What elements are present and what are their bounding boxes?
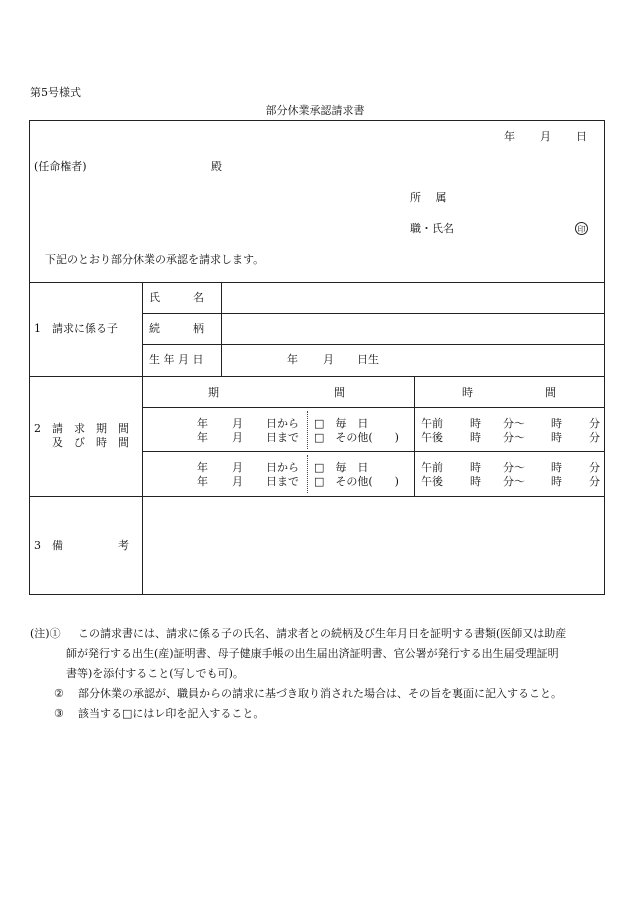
section2-label-line1: 2 請 求 期 間 xyxy=(34,422,129,435)
p2-daily-checkbox[interactable]: □ 毎 日 xyxy=(314,461,369,474)
dotted-divider-1 xyxy=(307,411,308,449)
form-number: 第5号様式 xyxy=(30,86,81,99)
p2-until-day: 日まで xyxy=(266,475,299,488)
note1-line2: 師が発行する出生(産)証明書、母子健康手帳の出生届出済証明書、官公署が発行する出生届受理証明 xyxy=(66,647,559,660)
form-frame xyxy=(29,120,605,595)
period-header-1: 期 xyxy=(208,386,219,399)
t1-pm-minto: 分～ xyxy=(503,431,525,444)
p1-until-month: 月 xyxy=(232,431,243,444)
p2-from-year: 年 xyxy=(197,461,208,474)
t1-pm: 午後 xyxy=(421,431,443,444)
time-header-2: 間 xyxy=(545,386,556,399)
date-year: 年 xyxy=(504,130,515,143)
t1-am: 午前 xyxy=(421,417,443,430)
date-day: 日 xyxy=(576,130,587,143)
note3-text: 該当する□にはレ印を記入すること。 xyxy=(78,707,265,720)
appointer-label: (任命権者) xyxy=(34,160,87,173)
t1-am-hour: 時 xyxy=(470,417,481,430)
child-name-label: 氏 名 xyxy=(149,291,204,304)
t1-am-min: 分 xyxy=(589,417,600,430)
divider-child-2 xyxy=(142,344,605,345)
divider-period-time xyxy=(414,376,415,496)
p2-from-day: 日から xyxy=(266,461,299,474)
divider-child-label xyxy=(221,282,222,376)
p1-from-month: 月 xyxy=(232,417,243,430)
p2-from-month: 月 xyxy=(232,461,243,474)
divider-child-1 xyxy=(142,313,605,314)
p1-daily-checkbox[interactable]: □ 毎 日 xyxy=(314,417,369,430)
t2-pm-hour: 時 xyxy=(470,475,481,488)
period-header-2: 間 xyxy=(334,386,345,399)
divider-period-head xyxy=(142,407,605,408)
p1-until-year: 年 xyxy=(197,431,208,444)
page-title: 部分休業承認請求書 xyxy=(265,104,365,117)
note1-line1: この請求書には、請求に係る子の氏名、請求者との続柄及び生年月日を証明する書類(医師又は助産 xyxy=(78,627,567,640)
note2-mark: ② xyxy=(54,687,64,700)
section2-label-line2: 及 び 時 間 xyxy=(52,436,129,449)
divider-label-column xyxy=(142,282,143,595)
section1-label: 1 請求に係る子 xyxy=(34,322,118,335)
note1-mark: (注)① xyxy=(30,627,61,640)
time-header-1: 時 xyxy=(462,386,473,399)
honorific: 殿 xyxy=(211,160,222,173)
t2-am-hour2: 時 xyxy=(551,461,562,474)
t2-pm-minto: 分～ xyxy=(503,475,525,488)
intro-text: 下記のとおり部分休業の承認を請求します。 xyxy=(45,253,265,266)
note1-line3: 書等)を添付すること(写しでも可)。 xyxy=(66,667,244,680)
p2-other-checkbox[interactable]: □ その他( ) xyxy=(314,475,399,488)
note2-text: 部分休業の承認が、職員からの請求に基づき取り消された場合は、その旨を裏面に記入すること。 xyxy=(78,687,562,700)
p1-until-day: 日まで xyxy=(266,431,299,444)
p1-from-day: 日から xyxy=(266,417,299,430)
section3-label: 3 備 考 xyxy=(34,539,129,552)
t2-pm: 午後 xyxy=(421,475,443,488)
t2-am: 午前 xyxy=(421,461,443,474)
p1-from-year: 年 xyxy=(197,417,208,430)
divider-period-rows xyxy=(142,451,605,452)
divider-header xyxy=(29,282,605,283)
child-dob-label: 生 年 月 日 xyxy=(149,353,204,366)
dob-year: 年 xyxy=(287,353,298,366)
t1-am-minto: 分～ xyxy=(503,417,525,430)
t2-am-hour: 時 xyxy=(470,461,481,474)
divider-section2 xyxy=(29,496,605,497)
affiliation-label: 所 属 xyxy=(410,191,447,204)
child-relation-label: 続 柄 xyxy=(149,322,204,335)
dotted-divider-2 xyxy=(307,455,308,493)
name-label: 職・氏名 xyxy=(410,222,454,235)
t1-pm-min: 分 xyxy=(589,431,600,444)
date-month: 月 xyxy=(540,130,551,143)
t2-pm-min: 分 xyxy=(589,475,600,488)
t2-am-min: 分 xyxy=(589,461,600,474)
t1-pm-hour: 時 xyxy=(470,431,481,444)
t2-am-minto: 分～ xyxy=(503,461,525,474)
dob-day: 日生 xyxy=(357,353,379,366)
divider-section1 xyxy=(29,376,605,377)
dob-month: 月 xyxy=(323,353,334,366)
t1-pm-hour2: 時 xyxy=(551,431,562,444)
seal-mark: 印 xyxy=(575,222,588,235)
t1-am-hour2: 時 xyxy=(551,417,562,430)
t2-pm-hour2: 時 xyxy=(551,475,562,488)
p2-until-month: 月 xyxy=(232,475,243,488)
note3-mark: ③ xyxy=(54,707,64,720)
p2-until-year: 年 xyxy=(197,475,208,488)
p1-other-checkbox[interactable]: □ その他( ) xyxy=(314,431,399,444)
